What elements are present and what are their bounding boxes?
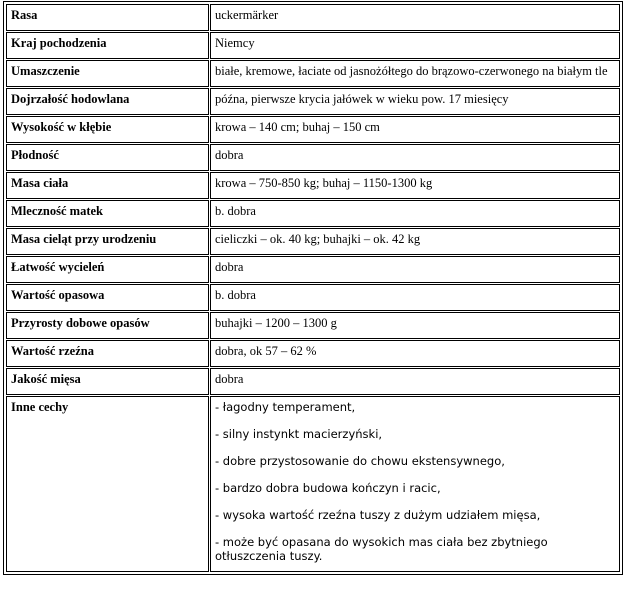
list-item [215, 481, 614, 496]
list-item [215, 535, 614, 564]
table-row [6, 284, 620, 311]
trait-text: - dobre przystosowanie do chowu ekstensywnego, [215, 454, 505, 468]
row-value: dobra, ok 57 – 62 % [210, 340, 620, 367]
trait-text: - bardzo dobra budowa kończyn i racic, [215, 481, 441, 495]
row-label: Łatwość wycieleń [6, 256, 209, 283]
row-value: uckermärker [210, 4, 620, 31]
table-row [6, 144, 620, 171]
table-row-other-traits [6, 396, 620, 572]
row-label: Wysokość w kłębie [6, 116, 209, 143]
list-item [215, 454, 614, 469]
row-label: Wartość opasowa [6, 284, 209, 311]
row-label: Dojrzałość hodowlana [6, 88, 209, 115]
table-row [6, 172, 620, 199]
table-row [6, 200, 620, 227]
row-value: cieliczki – ok. 40 kg; buhajki – ok. 42 kg [210, 228, 620, 255]
table-row [6, 228, 620, 255]
row-label: Wartość rzeźna [6, 340, 209, 367]
row-value: Niemcy [210, 32, 620, 59]
other-traits-cell [210, 396, 620, 572]
row-value: b. dobra [210, 284, 620, 311]
table-row [6, 312, 620, 339]
trait-text: - może być opasana do wysokich mas ciała bez zbytniego otłuszczenia tuszy. [215, 535, 548, 563]
list-item [215, 427, 614, 442]
row-label: Przyrosty dobowe opasów [6, 312, 209, 339]
trait-text: - wysoka wartość rzeźna tuszy z dużym udziałem mięsa, [215, 508, 541, 522]
row-label: Jakość mięsa [6, 368, 209, 395]
breed-characteristics-table [5, 3, 621, 573]
row-label: Inne cechy [6, 396, 209, 572]
row-label: Rasa [6, 4, 209, 31]
row-label: Płodność [6, 144, 209, 171]
list-item [215, 400, 614, 415]
trait-text: - silny instynkt macierzyński, [215, 427, 383, 441]
row-value: krowa – 750-850 kg; buhaj – 1150-1300 kg [210, 172, 620, 199]
table-row [6, 4, 620, 31]
trait-text: - łagodny temperament, [215, 400, 356, 414]
row-label: Masa ciała [6, 172, 209, 199]
row-value: białe, kremowe, łaciate od jasnożółtego do brązowo-czerwonego na białym tle [210, 60, 620, 87]
table-row [6, 88, 620, 115]
row-label: Umaszczenie [6, 60, 209, 87]
row-value: buhajki – 1200 – 1300 g [210, 312, 620, 339]
row-value: dobra [210, 368, 620, 395]
row-label: Kraj pochodzenia [6, 32, 209, 59]
row-label: Mleczność matek [6, 200, 209, 227]
row-value: krowa – 140 cm; buhaj – 150 cm [210, 116, 620, 143]
row-value: b. dobra [210, 200, 620, 227]
row-value: późna, pierwsze krycia jałówek w wieku pow. 17 miesięcy [210, 88, 620, 115]
list-item [215, 508, 614, 523]
breed-table-frame [3, 1, 623, 575]
table-row [6, 368, 620, 395]
row-label: Masa cieląt przy urodzeniu [6, 228, 209, 255]
table-row [6, 116, 620, 143]
table-row [6, 60, 620, 87]
other-traits-list [215, 400, 614, 564]
table-row [6, 256, 620, 283]
row-value: dobra [210, 144, 620, 171]
table-row [6, 32, 620, 59]
row-value: dobra [210, 256, 620, 283]
table-row [6, 340, 620, 367]
